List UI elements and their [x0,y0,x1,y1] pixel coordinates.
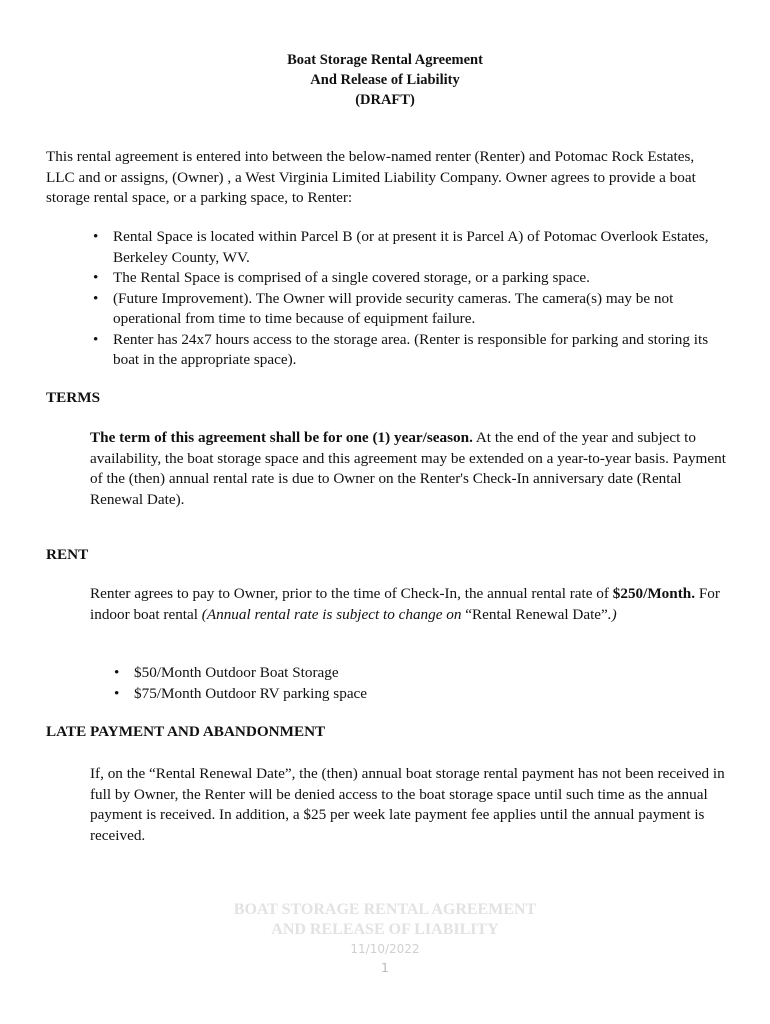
terms-bold-text: The term of this agreement shall be for one (1) year/season. [90,429,473,446]
intro-paragraph: This rental agreement is entered into between the below-named renter (Renter) and Potomac Rock Estates, LLC and or assigns, (Owner) , a West Virginia Limited Liability Company. Owner agrees to provide a boat storage rental space, or a parking space, to Renter: [46,148,696,206]
page-number: 1 [381,961,389,975]
list-item: • (Future Improvement). The Owner will provide security cameras. The camera(s) may be not operational from time to time because of equipment failure. [89,289,729,330]
late-payment-paragraph: If, on the “Rental Renewal Date”, the (then) annual boat storage rental payment has not been received in full by Owner, the Renter will be denied access to the boat storage space until such time as the annual payment is received. In addition, a $25 per week late payment fee applies until the annual payment is received. [90,765,725,844]
space-details-list [89,227,729,371]
late-payment-heading: LATE PAYMENT AND ABANDONMENT [46,723,326,740]
rent-paragraph [90,584,730,625]
rent-heading: RENT [46,546,89,563]
list-item: • The Rental Space is comprised of a single covered storage, or a parking space. [89,268,729,289]
list-item: • $75/Month Outdoor RV parking space [110,684,610,705]
document-title [0,50,770,110]
rent-note-quoted: “Rental Renewal Date” [465,605,608,623]
rent-rate: $250/Month. [612,585,696,602]
rent-text-1: Renter agrees to pay to Owner, prior to the time of Check-In, the annual rental rate of [90,585,613,602]
terms-paragraph [90,428,730,510]
terms-heading: TERMS [46,389,101,406]
footer-watermark-line-1: BOAT STORAGE RENTAL AGREEMENT [233,901,537,918]
rent-options-list [110,663,610,704]
footer-date: 11/10/2022 [350,942,420,956]
title-line-1: Boat Storage Rental Agreement [287,52,483,68]
title-line-3: (DRAFT) [355,92,415,108]
footer-watermark-line-2: AND RELEASE OF LIABILITY [271,921,499,938]
list-item: • $50/Month Outdoor Boat Storage [110,663,610,684]
terms-text: At the end of the year and subject to availability, the boat storage space and this agreement may be extended on a year-to-year basis. Payment of the (then) annual rental rate is due to Owner on the Renter's Check-In anniversary date (Rental Renewal Date). [90,429,726,508]
rent-text-2: For indoor boat rental [90,585,720,623]
rent-note-italic-2: .) [607,605,617,623]
rent-note-italic-1: (Annual rental rate is subject to change on [201,605,466,623]
list-item: • Rental Space is located within Parcel B (or at present it is Parcel A) of Potomac Overlook Estates, Berkeley County, WV. [89,227,729,268]
title-line-2: And Release of Liability [310,72,460,88]
list-item: • Renter has 24x7 hours access to the storage area. (Renter is responsible for parking and storing its boat in the appropriate space). [89,330,729,371]
